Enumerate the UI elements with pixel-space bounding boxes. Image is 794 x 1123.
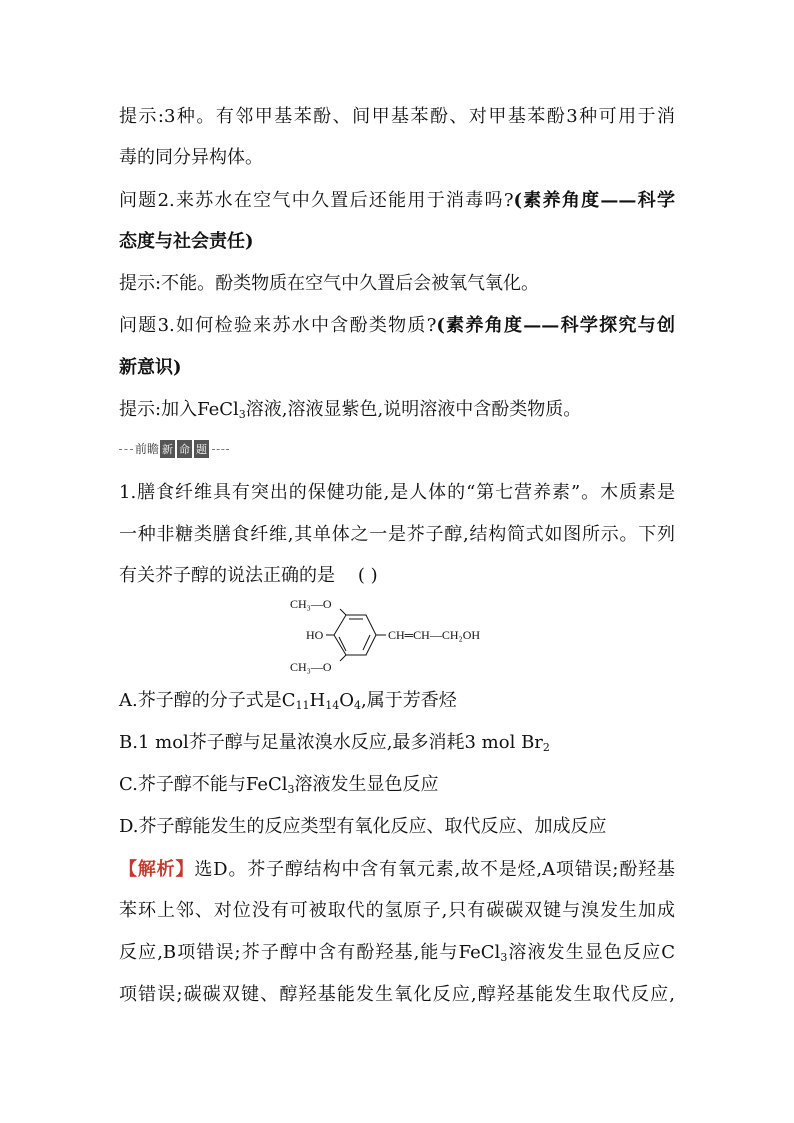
banner-text: 前瞻 [135,442,160,456]
analysis-line-2: 苯环上邻、对位没有可被取代的氢原子,只有碳碳双键与溴发生加成 [119,900,675,921]
question-2-text: 问题2.来苏水在空气中久置后还能用于消毒吗? [119,190,514,211]
option-a-post: ,属于芳香烃 [360,690,457,711]
question-2-competency: (素养角度——科学 [513,190,675,211]
banner-box-3: 题 [194,440,209,458]
analysis-tag: 【解析】 [119,859,195,880]
option-a-sub-2: 14 [325,699,340,712]
question-2-line-2: 态度与社会责任) [119,231,254,252]
analysis-line-3-post: 溶液发生显色反应C [507,942,675,963]
hint-3 [119,398,581,422]
banner-box-1: 新 [160,440,175,458]
hint-2: 提示:不能。酚类物质在空气中久置后会被氧气氧化。 [119,273,540,294]
problem-line-2: 一种非糖类膳食纤维,其单体之一是芥子醇,结构简式如图所示。下列 [119,524,675,545]
question-3-text: 问题3.如何检验来苏水中含酚类物质? [119,315,437,336]
option-c-post: 溶液发生显色反应 [294,774,439,795]
structure-hydroxyl-label: HO [306,628,324,642]
analysis-line-1 [119,858,675,882]
ring-double-bond-2 [363,635,370,650]
option-a [119,689,457,713]
option-b-text: B.1 mol芥子醇与足量浓溴水反应,最多消耗3 mol Br [119,732,543,753]
section-banner [119,438,229,460]
analysis-line-1-text: 选D。芥子醇结构中含有氧元素,故不是烃,A项错误;酚羟基 [194,859,676,880]
banner-rule-left [119,449,133,450]
question-3-line-2: 新意识) [119,357,182,378]
option-a-h: H [309,690,326,711]
hint-3-sub: 3 [238,408,246,421]
problem-stem: 有关芥子醇的说法正确的是 [119,565,335,586]
bond-top [340,609,346,615]
question-2-line-1 [119,189,675,213]
option-a-text: A.芥子醇的分子式是C [119,690,296,711]
option-c-text: C.芥子醇不能与FeCl [119,774,288,795]
structure-chain-label: CH═CH—CH₂OH [388,628,481,642]
problem-line-3 [119,564,378,588]
bond-bottom [340,655,346,661]
analysis-line-3 [119,941,675,965]
hint-line-2: 毒的同分异构体。 [119,147,263,168]
banner-rule-right [212,449,229,450]
option-a-sub-1: 11 [295,699,310,712]
option-a-sub-3: 4 [353,699,361,712]
analysis-line-3-pre: 反应,B项错误;芥子醇中含有酚羟基,能与FeCl [119,942,501,963]
structure-bottom-label: CH₃—O [290,660,332,674]
option-c-sub: 3 [287,783,295,796]
banner-label [133,440,212,458]
sinapyl-alcohol-structure [286,595,506,675]
structure-top-label: CH₃—O [290,597,332,611]
problem-line-1: 1.膳食纤维具有突出的保健功能,是人体的“第七营养素”。木质素是 [119,482,676,503]
hint-3-post: 溶液,溶液显紫色,说明溶液中含酚类物质。 [245,399,582,420]
option-a-o: O [339,690,354,711]
question-3-competency: (素养角度——科学探究与创 [436,315,676,336]
hint-3-pre: 提示:加入FeCl [119,399,239,420]
analysis-line-4: 项错误;碳碳双键、醇羟基能发生氧化反应,醇羟基能发生取代反应, [119,984,675,1005]
option-b-sub: 2 [542,741,550,754]
option-b [119,731,550,755]
answer-blank: ( ) [357,565,378,586]
banner-box-2: 命 [177,440,192,458]
option-c [119,773,439,797]
option-d: D.芥子醇能发生的反应类型有氧化反应、取代反应、加成反应 [119,816,607,837]
question-3-line-1 [119,314,675,338]
hint-line-1: 提示:3种。有邻甲基苯酚、间甲基苯酚、对甲基苯酚3种可用于消 [119,106,675,127]
analysis-line-3-sub: 3 [500,951,508,964]
